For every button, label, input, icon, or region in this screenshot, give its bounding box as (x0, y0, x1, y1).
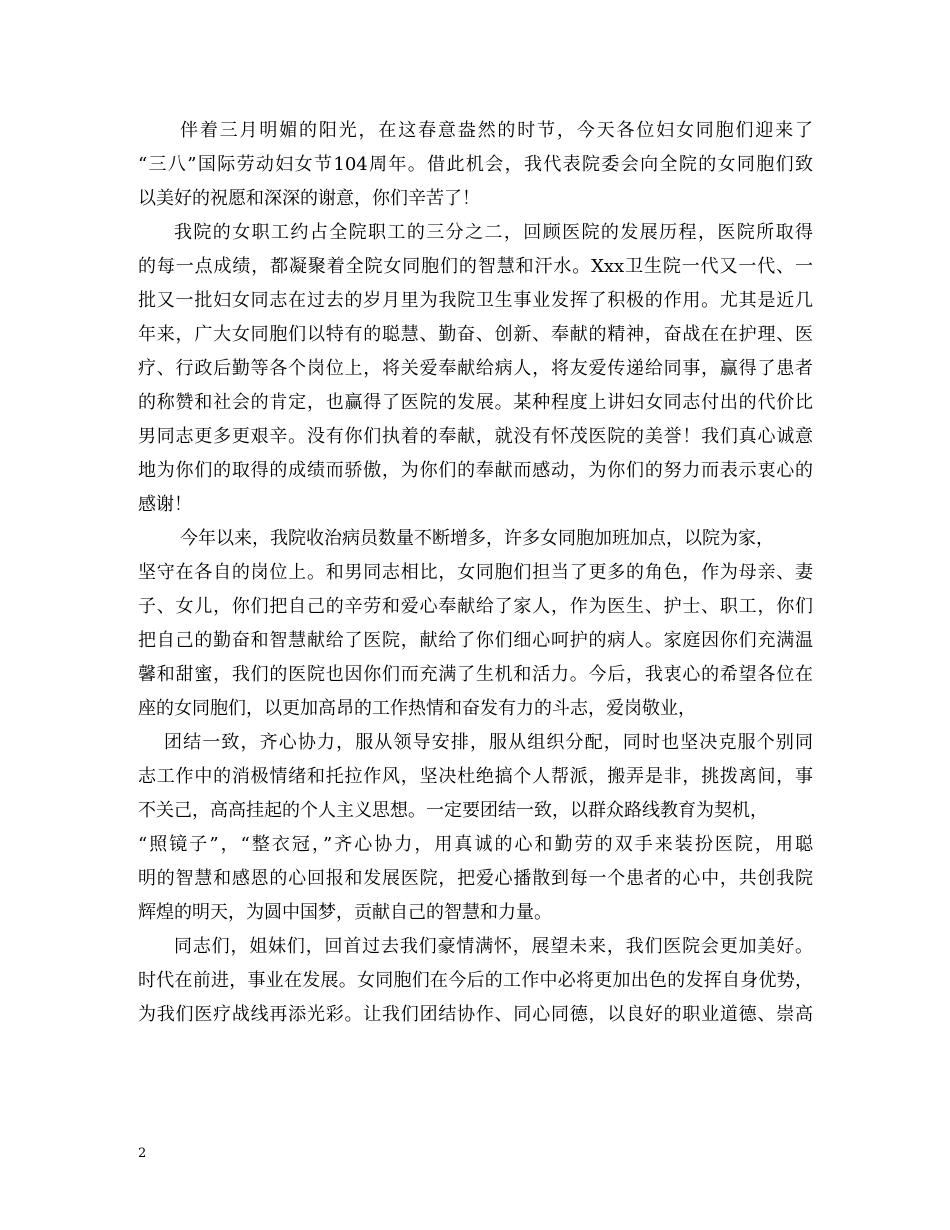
paragraph-2-line-6: 的称赞和社会的肯定，也赢得了医院的发展。某种程度上讲妇女同志付出的代价比 (138, 392, 813, 413)
paragraph-1-line-3: 以美好的祝愿和深深的谢意，你们辛苦了！ (138, 188, 480, 209)
paragraph-5-line-2: 时代在前进，事业在发展。女同胞们在今后的工作中必将更加出色的发挥自身优势， (138, 970, 813, 991)
paragraph-2-line-9: 感谢！ (138, 494, 192, 515)
paragraph-4-line-5: 明的智慧和感恩的心回报和发展医院，把爱心播散到每一个患者的心中，共创我院 (138, 868, 813, 889)
paragraph-3-line-6: 座的女同胞们，以更加高昂的工作热情和奋发有力的斗志，爱岗敬业， (138, 698, 696, 719)
page-number: 2 (138, 1146, 147, 1161)
paragraph-4-line-6: 辉煌的明天，为圆中国梦，贡献自己的智慧和力量。 (138, 902, 552, 923)
paragraph-2-line-2: 的每一点成绩，都凝聚着全院女同胞们的智慧和汗水。Xxx卫生院一代又一代、一 (138, 256, 813, 277)
paragraph-3-line-3: 子、女儿，你们把自己的辛劳和爱心奉献给了家人，作为医生、护士、职工，你们 (138, 596, 813, 617)
document-body (138, 114, 813, 1032)
paragraph-2-line-7: 男同志更多更艰辛。没有你们执着的奉献，就没有怀茂医院的美誉！我们真心诚意 (138, 426, 813, 447)
paragraph-1-line-1: 伴着三月明媚的阳光，在这春意盎然的时节，今天各位妇女同胞们迎来了 (180, 120, 813, 141)
paragraph-4-line-2: 志工作中的消极情绪和托拉作风，坚决杜绝搞个人帮派，搬弄是非，挑拨离间，事 (138, 766, 813, 787)
paragraph-3-line-4: 把自己的勤奋和智慧献给了医院，献给了你们细心呵护的病人。家庭因你们充满温 (138, 630, 813, 651)
paragraph-4-line-1: 团结一致，齐心协力，服从领导安排，服从组织分配，同时也坚决克服个别同 (164, 732, 813, 753)
paragraph-4-line-4: “照镜子”，“整衣冠，”齐心协力，用真诚的心和勤劳的双手来装扮医院，用聪 (138, 834, 813, 855)
paragraph-3-line-1: 今年以来，我院收治病员数量不断增多，许多女同胞加班加点，以院为家， (180, 528, 774, 549)
paragraph-2-line-8: 地为你们的取得的成绩而骄傲，为你们的奉献而感动，为你们的努力而表示衷心的 (138, 460, 813, 481)
paragraph-5-line-3: 为我们医疗战线再添光彩。让我们团结协作、同心同德，以良好的职业道德、崇高 (138, 1004, 813, 1025)
paragraph-3-line-2: 坚守在各自的岗位上。和男同志相比，女同胞们担当了更多的角色，作为母亲、妻 (138, 562, 813, 583)
paragraph-2-line-3: 批又一批妇女同志在过去的岁月里为我院卫生事业发挥了积极的作用。尤其是近几 (138, 290, 813, 311)
paragraph-1-line-2: “三八”国际劳动妇女节104周年。借此机会，我代表院委会向全院的女同胞们致 (138, 154, 813, 175)
paragraph-2-line-5: 疗、行政后勤等各个岗位上，将关爱奉献给病人，将友爱传递给同事，赢得了患者 (138, 358, 813, 379)
paragraph-2-line-4: 年来，广大女同胞们以特有的聪慧、勤奋、创新、奉献的精神，奋战在在护理、医 (138, 324, 813, 345)
paragraph-5-line-1: 同志们，姐妹们，回首过去我们豪情满怀，展望未来，我们医院会更加美好。 (174, 936, 813, 957)
paragraph-4-line-3: 不关己，高高挂起的个人主义思想。一定要团结一致，以群众路线教育为契机， (138, 800, 768, 821)
paragraph-3-line-5: 馨和甜蜜，我们的医院也因你们而充满了生机和活力。今后，我衷心的希望各位在 (138, 664, 813, 685)
paragraph-2-line-1: 我院的女职工约占全院职工的三分之二，回顾医院的发展历程，医院所取得 (174, 222, 813, 243)
